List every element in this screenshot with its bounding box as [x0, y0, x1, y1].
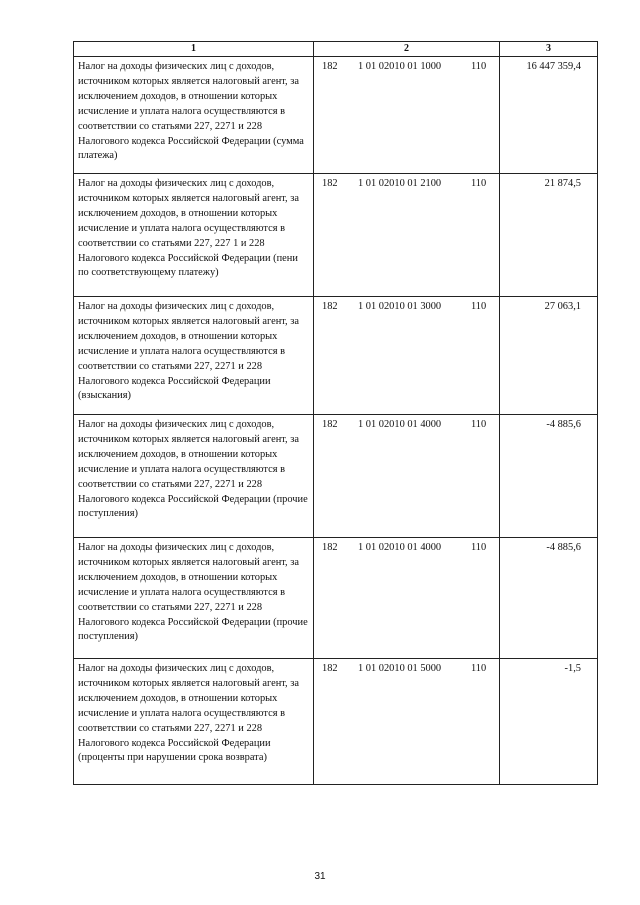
row-name-cell: [74, 415, 314, 538]
table-row: [74, 659, 598, 785]
table-row: [74, 297, 598, 415]
table-header-row: [74, 42, 598, 57]
row-value-cell: [500, 174, 598, 297]
admin-code: 182: [322, 542, 338, 553]
budget-class-code: 1 01 02010 01 4000: [358, 419, 442, 430]
page-number: 31: [314, 871, 326, 882]
row-value: -4 885,6: [546, 542, 581, 553]
admin-code: 182: [322, 301, 338, 312]
income-tax-table: [73, 41, 598, 785]
operation-code: 110: [471, 419, 487, 430]
operation-code: 110: [471, 178, 487, 189]
row-value-cell: [500, 659, 598, 785]
row-name: Налог на доходы физических лиц с доходов, источником которых является налоговый агент, за исключением доходов, в отношении которых исчисление и уплата налога осуществляются в соответствии со статьями 227, 2271 и 228 Налогового кодекса Российской Федерации (сумма платежа): [78, 61, 304, 162]
row-name-cell: [74, 297, 314, 415]
row-value: -4 885,6: [546, 419, 581, 430]
row-name: Налог на доходы физических лиц с доходов, источником которых является налоговый агент, за исключением доходов, в отношении которых исчисление и уплата налога осуществляются в соответствии со статьями 227, 2271 и 228 Налогового кодекса Российской Федерации (проценты при нарушении срока возврата): [78, 663, 299, 764]
table-row: [74, 57, 598, 174]
row-code-cell: [314, 659, 500, 785]
row-name-cell: [74, 659, 314, 785]
row-value-cell: [500, 57, 598, 174]
table-row: [74, 415, 598, 538]
row-value-cell: [500, 297, 598, 415]
row-name-cell: [74, 174, 314, 297]
row-code-cell: [314, 297, 500, 415]
column-header-1: 1: [74, 42, 314, 57]
row-value: 27 063,1: [544, 301, 581, 312]
row-code-cell: [314, 538, 500, 659]
column-header-3: 3: [500, 42, 598, 57]
row-value: 16 447 359,4: [526, 61, 581, 72]
row-code-cell: [314, 415, 500, 538]
row-code-cell: [314, 174, 500, 297]
row-value-cell: [500, 415, 598, 538]
admin-code: 182: [322, 61, 338, 72]
admin-code: 182: [322, 663, 338, 674]
column-header-2: 2: [314, 42, 500, 57]
budget-class-code: 1 01 02010 01 5000: [358, 663, 442, 674]
budget-class-code: 1 01 02010 01 3000: [358, 301, 442, 312]
row-name-cell: [74, 57, 314, 174]
budget-class-code: 1 01 02010 01 2100: [358, 178, 442, 189]
admin-code: 182: [322, 178, 338, 189]
row-name: Налог на доходы физических лиц с доходов, источником которых является налоговый агент, за исключением доходов, в отношении которых исчисление и уплата налога осуществляются в соответствии со статьями 227, 2271 и 228 Налогового кодекса Российской Федерации (прочие поступления): [78, 542, 308, 643]
row-value-cell: [500, 538, 598, 659]
operation-code: 110: [471, 61, 487, 72]
row-value: -1,5: [564, 663, 581, 674]
operation-code: 110: [471, 542, 487, 553]
row-name-cell: [74, 538, 314, 659]
operation-code: 110: [471, 663, 487, 674]
admin-code: 182: [322, 419, 338, 430]
row-name: Налог на доходы физических лиц с доходов, источником которых является налоговый агент, за исключением доходов, в отношении которых исчисление и уплата налога осуществляются в соответствии со статьями 227, 2271 и 228 Налогового кодекса Российской Федерации (прочие поступления): [78, 419, 308, 520]
row-code-cell: [314, 57, 500, 174]
operation-code: 110: [471, 301, 487, 312]
budget-class-code: 1 01 02010 01 1000: [358, 61, 442, 72]
table-row: [74, 538, 598, 659]
budget-class-code: 1 01 02010 01 4000: [358, 542, 442, 553]
row-name: Налог на доходы физических лиц с доходов, источником которых является налоговый агент, за исключением доходов, в отношении которых исчисление и уплата налога осуществляются в соответствии со статьями 227, 227 1 и 228 Налогового кодекса Российской Федерации (пени по соответствующему платежу): [78, 178, 299, 279]
table-row: [74, 174, 598, 297]
row-value: 21 874,5: [544, 178, 581, 189]
row-name: Налог на доходы физических лиц с доходов, источником которых является налоговый агент, за исключением доходов, в отношении которых исчисление и уплата налога осуществляются в соответствии со статьями 227, 2271 и 228 Налогового кодекса Российской Федерации (взыскания): [78, 301, 299, 402]
